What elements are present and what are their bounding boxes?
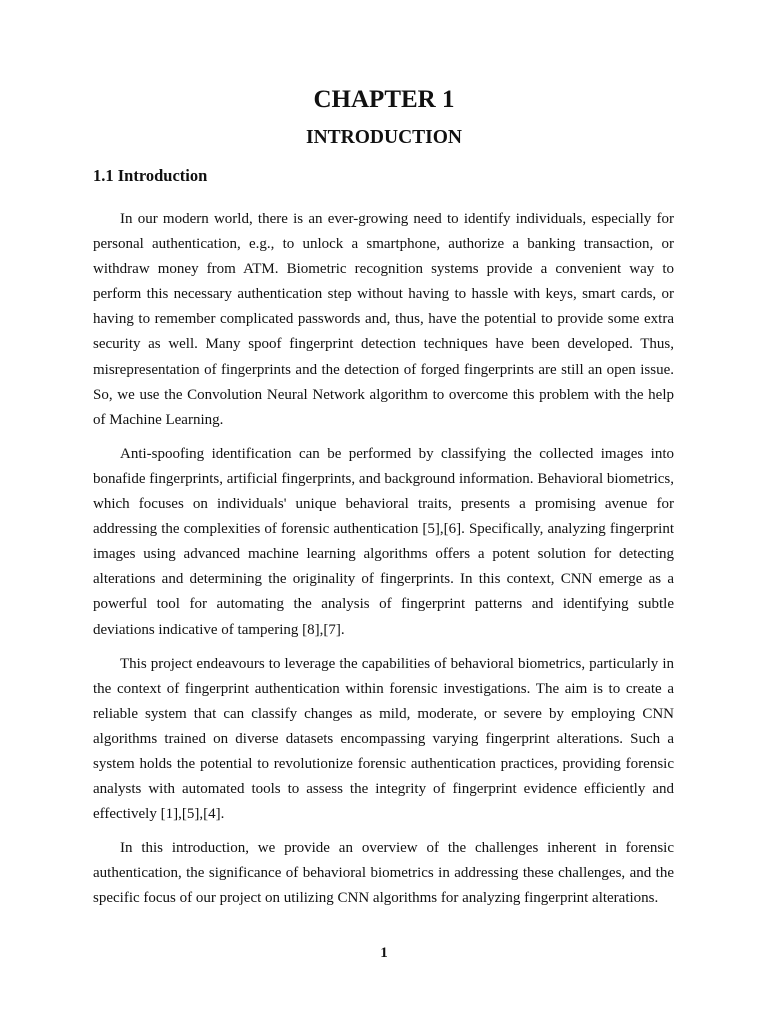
paragraph: This project endeavours to leverage the capabilities of behavioral biometrics, particularly in the context of fingerprint authentication within forensic investigations. The aim is to create a reliable system that can classify changes as mild, moderate, or severe by employing CNN algorithms trained on diverse datasets encompassing varying fingerprint alterations. Such a system holds the potential to revolutionize forensic authentication practices, providing forensic analysts with automated tools to assess the integrity of fingerprint evidence efficiently and effectively [1],[5],[4]. [93,655,674,823]
paragraph: In our modern world, there is an ever-growing need to identify individuals, especially for personal authentication, e.g., to unlock a smartphone, authorize a banking transaction, or withdraw money from ATM. Biometric recognition systems provide a convenient way to perform this necessary authentication step without having to hassle with keys, smart cards, or having to remember complicated passwords and, thus, have the potential to provide some extra security as well. Many spoof fingerprint detection techniques have been developed. Thus, misrepresentation of fingerprints and the detection of forged fingerprints are still an open issue. So, we use the Convolution Neural Network algorithm to overcome this problem with the help of Machine Learning. [93,211,674,428]
paragraph: Anti-spoofing identification can be performed by classifying the collected images into bonafide fingerprints, artificial fingerprints, and background information. Behavioral biometrics, which focuses on individuals' unique behavioral traits, presents a promising avenue for addressing the complexities of forensic authentication [5],[6]. Specifically, analyzing fingerprint images using advanced machine learning algorithms offers a potent solution for detecting alterations and determining the originality of fingerprints. In this context, CNN emerge as a powerful tool for automating the analysis of fingerprint patterns and identifying subtle deviations indicative of tampering [8],[7]. [93,445,674,638]
paragraph: In this introduction, we provide an overview of the challenges inherent in forensic authentication, the significance of behavioral biometrics in addressing these challenges, and the specific focus of our project on utilizing CNN algorithms for analyzing fingerprint alterations. [93,840,674,907]
chapter-heading: CHAPTER 1 [313,86,455,113]
body-text [93,207,674,921]
chapter-title: INTRODUCTION [305,127,463,148]
section-heading: 1.1 Introduction [93,166,208,185]
page-number: 1 [380,945,388,961]
